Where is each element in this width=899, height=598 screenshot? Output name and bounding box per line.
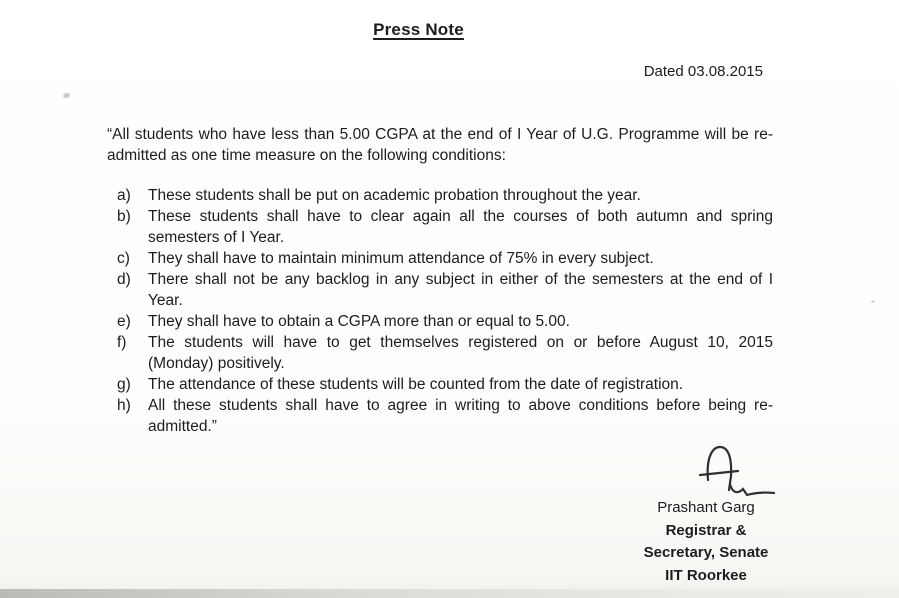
condition-label: d)	[117, 271, 131, 288]
scan-artifact	[62, 92, 70, 99]
condition-text: The students will have to get themselves registered on or before August 10, 2015 (Monday) positively.	[148, 334, 773, 372]
condition-label: g)	[117, 376, 131, 393]
scan-artifact	[871, 300, 875, 303]
condition-item	[117, 206, 773, 248]
condition-item	[117, 332, 773, 374]
condition-item	[117, 185, 773, 206]
condition-label: e)	[117, 313, 131, 330]
page-title	[0, 20, 837, 40]
intro-paragraph: “All students who have less than 5.00 CGPA at the end of I Year of U.G. Programme will be re-admitted as one time measure on the following conditions:	[107, 126, 773, 164]
condition-label: h)	[117, 397, 131, 414]
condition-label: b)	[117, 208, 131, 225]
condition-label: f)	[117, 334, 127, 351]
date-line: Dated 03.08.2015	[643, 63, 763, 80]
condition-text: They shall have to maintain minimum attendance of 75% in every subject.	[148, 250, 654, 267]
signatory-organization: IIT Roorkee	[665, 566, 747, 584]
condition-label: a)	[117, 187, 131, 204]
condition-item	[117, 248, 773, 269]
condition-item	[117, 374, 773, 395]
condition-item	[117, 269, 773, 311]
condition-text: These students shall have to clear again all the courses of both autumn and spring semesters of I Year.	[148, 208, 773, 246]
signatory-role-secretary: Secretary, Senate	[643, 544, 769, 561]
condition-text: There shall not be any backlog in any subject in either of the semesters at the end of I Year.	[148, 271, 773, 309]
signature-mark	[696, 444, 780, 500]
condition-item	[117, 311, 773, 332]
signatory-name: Prashant Garg	[657, 499, 755, 516]
conditions-list	[117, 185, 773, 437]
condition-label: c)	[117, 250, 130, 267]
condition-item	[117, 395, 773, 437]
signatory-role-registrar: Registrar &	[665, 521, 747, 539]
condition-text: All these students shall have to agree in writing to above conditions before being re-admitted.”	[148, 397, 773, 435]
signature-block	[618, 497, 794, 587]
condition-text: They shall have to obtain a CGPA more than or equal to 5.00.	[148, 313, 570, 330]
condition-text: The attendance of these students will be counted from the date of registration.	[148, 376, 684, 393]
page-title-text: Press Note	[373, 20, 464, 39]
scan-edge-shadow	[0, 589, 899, 598]
condition-text: These students shall be put on academic probation throughout the year.	[148, 187, 641, 204]
